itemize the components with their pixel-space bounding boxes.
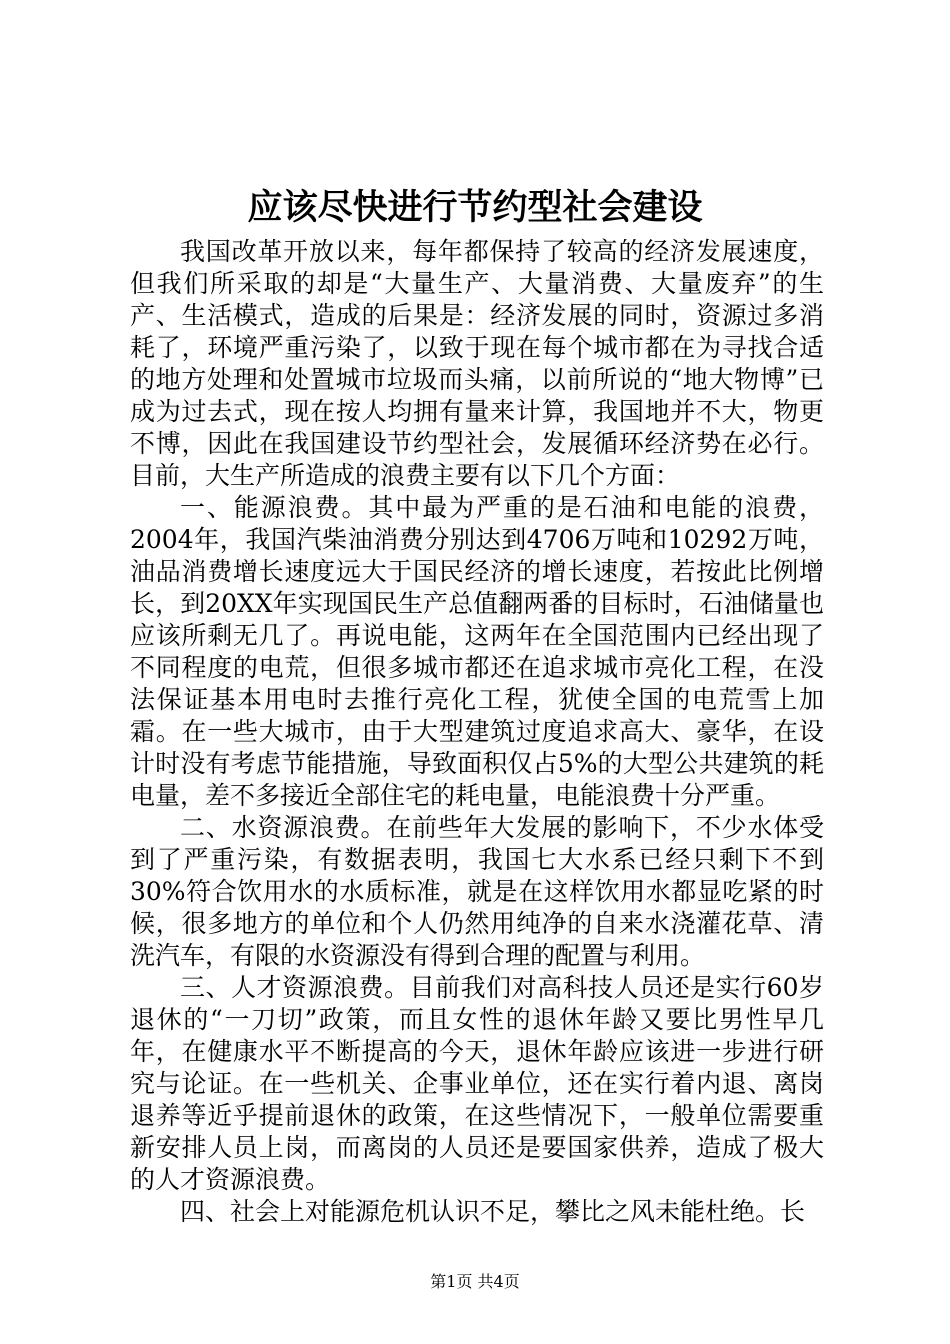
paragraph-intro: 我国改革开放以来，每年都保持了较高的经济发展速度，但我们所采取的却是“大量生产、大量消费、大量废弃”的生产、生活模式，造成的后果是：经济发展的同时，资源过多消耗了，环境严重污染了，以致于现在每个城市都在为寻找合适的地方处理和处置城市垃圾而头痛，以前所说的“地大物博”已成为过去式，现在按人均拥有量来计算，我国地并不大，物更不博，因此在我国建设节约型社会，发展循环经济势在必行。目前，大生产所造成的浪费主要有以下几个方面： — [130, 237, 824, 490]
paragraph-awareness: 四、社会上对能源危机认识不足，攀比之风未能杜绝。长 — [180, 1197, 806, 1226]
page-footer: 第1页 共4页 — [430, 1272, 520, 1291]
document-title: 应该尽快进行节约型社会建设 — [247, 187, 703, 228]
paragraph-talent-waste: 三、人才资源浪费。目前我们对高科技人员还是实行60岁退休的“一刀切”政策，而且女性的退休年龄又要比男性早几年，在健康水平不断提高的今天，退休年龄应该进一步进行研究与论证。在一些机关、企事业单位，还在实行着内退、离岗退养等近乎提前退休的政策，在这些情况下，一般单位需要重新安排人员上岗，而离岗的人员还是要国家供养，造成了极大的人才资源浪费。 — [130, 973, 824, 1194]
document-body — [130, 236, 824, 1228]
paragraph-energy-waste: 一、能源浪费。其中最为严重的是石油和电能的浪费，2004年，我国汽柴油消费分别达到4706万吨和10292万吨，油品消费增长速度远大于国民经济的增长速度，若按此比例增长，到20XX年实现国民生产总值翻两番的目标时，石油储量也应该所剩无几了。再说电能，这两年在全国范围内已经出现了不同程度的电荒，但很多城市都还在追求城市亮化工程，在没法保证基本用电时去推行亮化工程，犹使全国的电荒雪上加霜。在一些大城市，由于大型建筑过度追求高大、豪华，在设计时没有考虑节能措施，导致面积仅占5%的大型公共建筑的耗电量，差不多接近全部住宅的耗电量，电能浪费十分严重。 — [130, 493, 824, 810]
paragraph-water-waste: 二、水资源浪费。在前些年大发展的影响下，不少水体受到了严重污染，有数据表明，我国七大水系已经只剩下不到30%符合饮用水的水质标准，就是在这样饮用水都显吃紧的时候，很多地方的单位和个人仍然用纯净的自来水浇灌花草、清洗汽车，有限的水资源没有得到合理的配置与利用。 — [130, 813, 824, 970]
